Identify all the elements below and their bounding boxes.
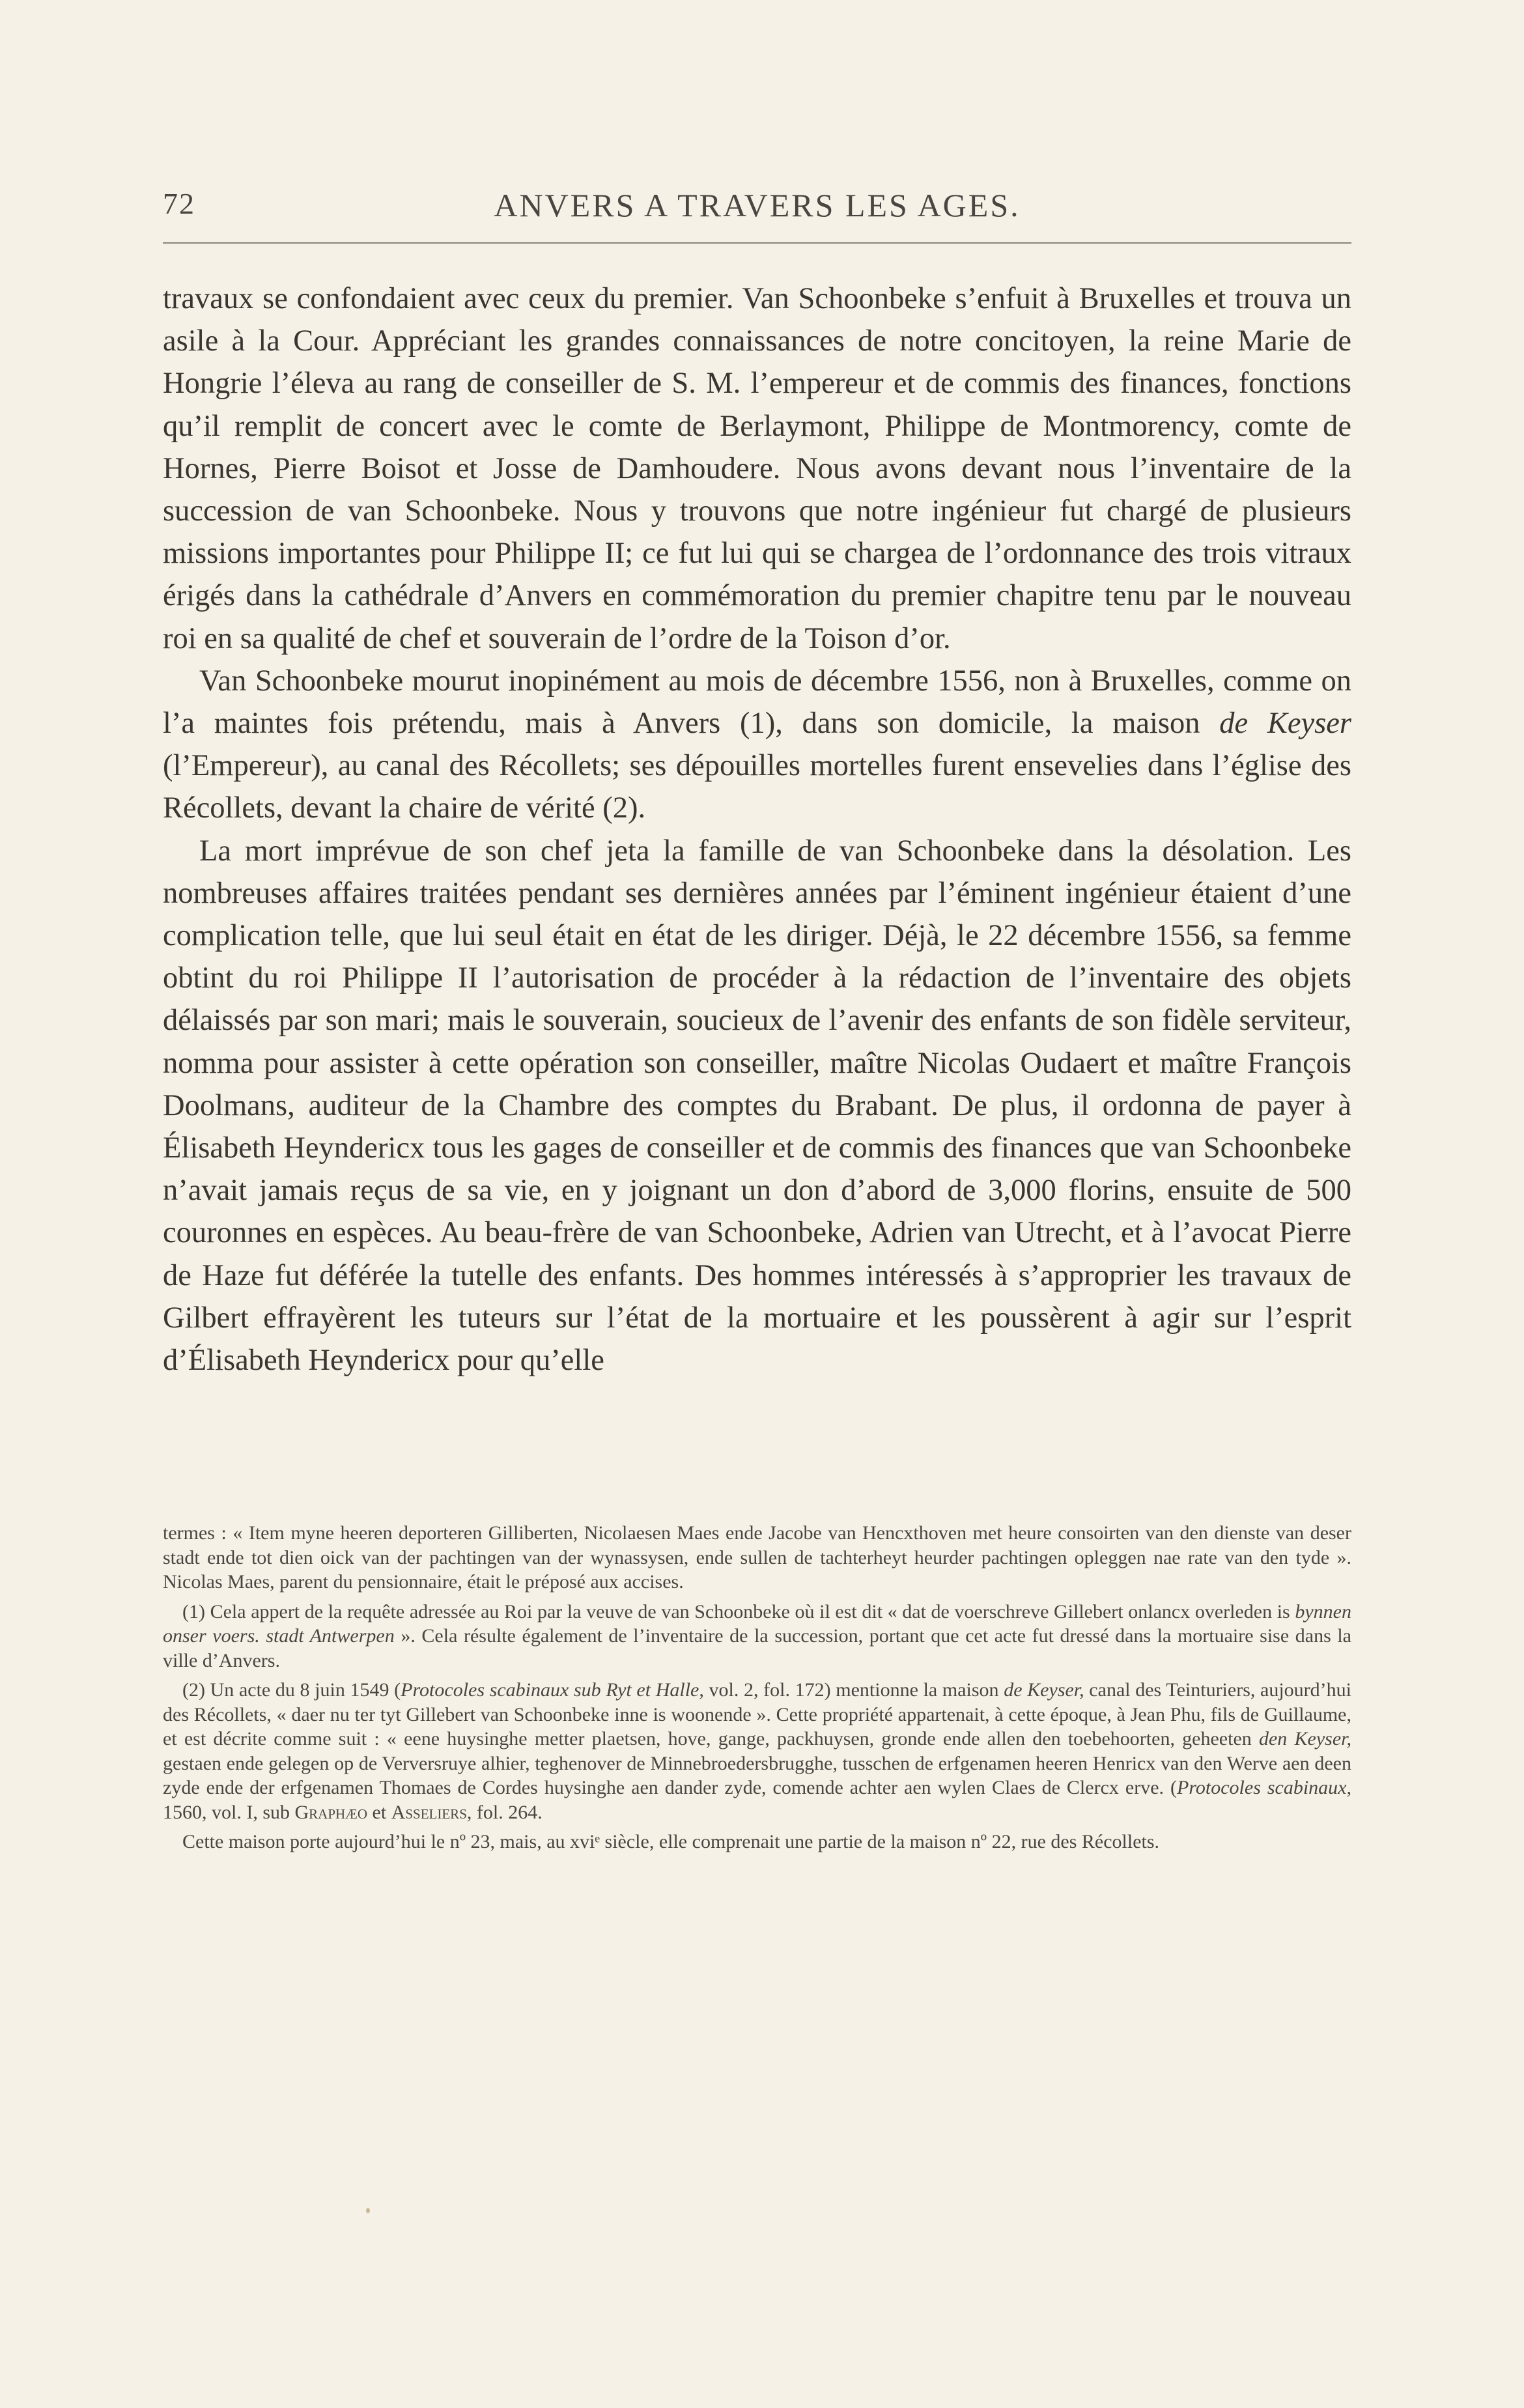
italic-text: Protocoles scabinaux sub Ryt et Halle, — [401, 1679, 704, 1701]
small-caps-text: Graphæo — [294, 1801, 368, 1823]
paragraph — [163, 830, 1351, 1382]
text-run: gestaen ende gelegen op de Verversruye alhier, teghenover de Minnebroedersbrugghe, tusschen de erfgenamen heeren Henricx van den Werve aen deen zyde ende der erfgenamen Thomaes de Cordes huysinghe aen dander zyde, comende achter aen wylen Claes de Clercx erve. ( — [163, 1752, 1351, 1798]
paragraph — [163, 660, 1351, 830]
text-run: vol. 2, fol. 172) mentionne la maison — [703, 1679, 1004, 1701]
page-header — [163, 186, 1351, 238]
paragraph — [163, 277, 1351, 660]
text-run: , fol. 264. — [466, 1801, 543, 1823]
italic-text: den Keyser, — [1258, 1728, 1352, 1749]
italic-text: bynnen onser voers. stadt Antwerpen — [163, 1600, 1351, 1647]
text-run: termes : « Item myne heeren deporteren Gilliberten, Nicolaesen Maes ende Jacobe van Hencxthoven met heure consoirten van den dienste van deser stadt ende tot dien oick van der pachtingen van der wynassysen, ende sullen de tachterheyt heurder pachtingen opleggen nae rate van den tyde ». Nicolas Maes, parent du pensionnaire, était le préposé aux accises. — [163, 1522, 1351, 1593]
text-run: et — [367, 1801, 391, 1823]
footnote-2-addendum — [163, 1830, 1351, 1854]
footnote-1 — [163, 1600, 1351, 1673]
small-caps-text: Asseliers — [391, 1801, 467, 1823]
running-title: ANVERS A TRAVERS LES AGES. — [494, 187, 1021, 223]
text-run: (1) Cela appert de la requête adressée au Roi par la veuve de van Schoonbeke où il est dit « dat de voerschreve Gillebert onlancx overleden is — [182, 1600, 1295, 1622]
header-rule — [163, 242, 1351, 244]
text-run: travaux se confondaient avec ceux du premier. Van Schoonbeke s’enfuit à Bruxelles et trouva un asile à la Cour. Appréciant les grandes connaissances de notre concitoyen, la reine Marie de Hongrie l’éleva au rang de conseiller de S. M. l’empereur et de commis des finances, fonctions qu’il remplit de concert avec le comte de Berlaymont, Philippe de Montmorency, comte de Hornes, Pierre Boisot et Josse de Damhoudere. Nous avons devant nous l’inventaire de la succession de van Schoonbeke. Nous y trouvons que notre ingénieur fut chargé de plusieurs missions importantes pour Philippe II; ce fut lui qui se chargea de l’ordonnance des trois vitraux érigés dans la cathédrale d’Anvers en commémoration du premier chapitre tenu par le nouveau roi en sa qualité de chef et souverain de l’ordre de la Toison d’or. — [163, 282, 1351, 655]
italic-text: de Keyser, — [1004, 1679, 1084, 1701]
body-text — [163, 277, 1351, 1381]
footnote-continuation — [163, 1521, 1351, 1594]
page-number: 72 — [163, 187, 195, 220]
footnotes — [163, 1521, 1351, 1860]
text-run: La mort imprévue de son chef jeta la famille de van Schoonbeke dans la désolation. Les nombreuses affaires traitées pendant ses dernières années par l’éminent ingénieur étaient d’une complication telle, que lui seul était en état de les diriger. Déjà, le 22 décembre 1556, sa femme obtint du roi Philippe II l’autorisation de procéder à la rédaction de l’inventaire des objets délaissés par son mari; mais le souverain, soucieux de l’avenir des enfants de son fidèle serviteur, nomma pour assister à cette opération son conseiller, maître Nicolas Oudaert et maître François Doolmans, auditeur de la Chambre des comptes du Brabant. De plus, il ordonna de payer à Élisabeth Heyndericx tous les gages de conseiller et de commis des finances que van Schoonbeke n’avait jamais reçus de sa vie, en y joignant un don d’abord de 3,000 florins, ensuite de 500 couronnes en espèces. Au beau-frère de van Schoonbeke, Adrien van Utrecht, et à l’avocat Pierre de Haze fut déférée la tutelle des enfants. Des hommes intéressés à s’approprier les travaux de Gilbert effrayèrent les tuteurs sur l’état de la mortuaire et les poussèrent à agir sur l’esprit d’Élisabeth Heyndericx pour qu’elle — [163, 834, 1351, 1378]
italic-text: Protocoles scabinaux, — [1177, 1777, 1351, 1798]
footnote-2 — [163, 1678, 1351, 1824]
text-run: ». Cela résulte également de l’inventaire de la succession, portant que cet acte fut dressé dans la mortuaire sise dans la ville d’Anvers. — [163, 1625, 1351, 1671]
text-run: Cette maison porte aujourd’hui le nº 23, mais, au xviᵉ siècle, elle comprenait une partie de la maison nº 22, rue des Récollets. — [182, 1831, 1160, 1852]
italic-text: de Keyser — [1219, 707, 1351, 741]
text-run: (l’Empereur), au canal des Récollets; ses dépouilles mortelles furent ensevelies dans l’église des Récollets, devant la chaire de vérité (2). — [163, 749, 1351, 825]
paper-speck — [366, 2208, 370, 2213]
text-run: canal des Teinturiers, aujourd’hui des Récollets, « daer nu ter tyt Gillebert van Schoonbeke inne is woonende ». Cette propriété appartenait, à cette époque, à Jean Phu, fils de Guillaume, et est décrite comme suit : « eene huysinghe metter plaetsen, hove, gange, packhuysen, gronde ende allen den toebehoorten, geheeten — [163, 1679, 1351, 1749]
text-run: Van Schoonbeke mourut inopinément au mois de décembre 1556, non à Bruxelles, comme on l’a maintes fois prétendu, mais à Anvers (1), dans son domicile, la maison — [163, 664, 1351, 741]
text-run: (2) Un acte du 8 juin 1549 ( — [182, 1679, 401, 1701]
text-run: 1560, vol. I, sub — [163, 1801, 295, 1823]
